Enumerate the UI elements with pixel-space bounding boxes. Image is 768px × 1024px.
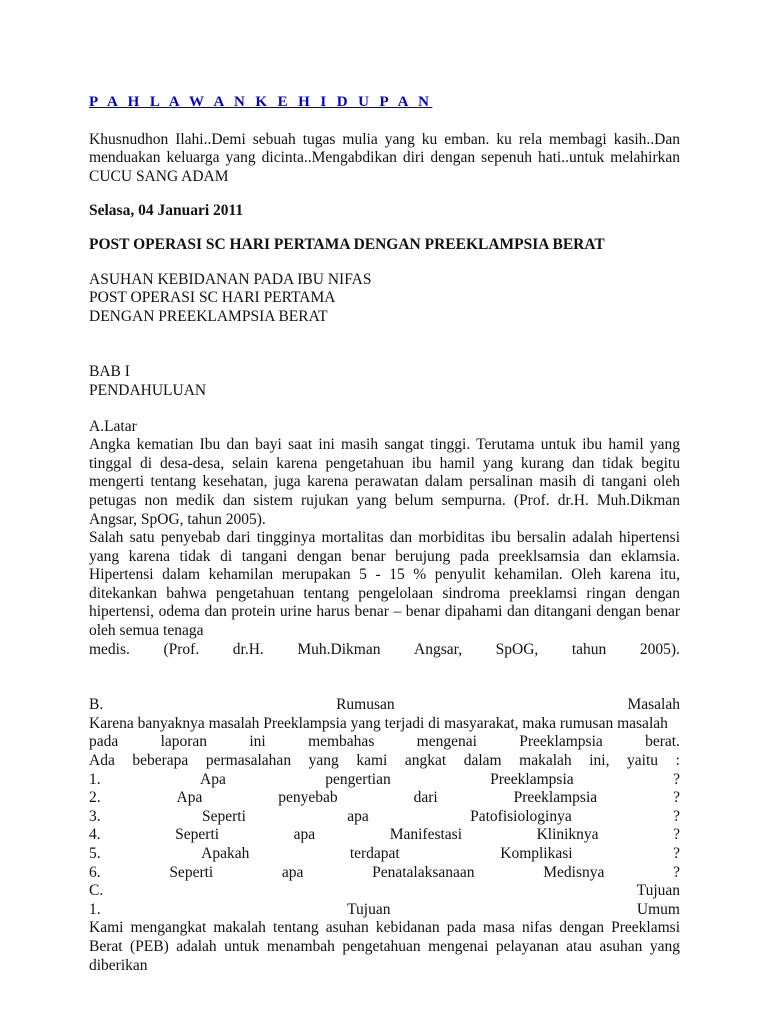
word: Muh.Dikman [297,640,381,658]
word: Penatalaksanaan [372,863,475,881]
word: dalam [463,752,502,770]
heading-line: POST OPERASI SC HARI PERTAMA [89,289,336,307]
word: Apa [176,789,203,807]
word: ? [673,789,680,807]
word: Rumusan [336,696,395,714]
word: ini [249,733,266,751]
word: apa [281,863,304,881]
word: pengertian [325,770,391,788]
word: Seperti [169,863,214,881]
paragraph: Kami mengangkat makalah tentang asuhan kebidanan pada masa nifas dengan Preeklamsi Berat (PEB) adalah untuk menambah pengetahuan mengenai pelayanan atau asuhan yang diberikan [89,919,680,974]
word: 1. [89,900,101,918]
word: 6. [89,863,101,881]
paragraph: Angka kematian Ibu dan bayi saat ini masih sangat tinggi. Terutama untuk ibu hamil yang tinggal di desa-desa, selain karena pengetahuan ibu hamil yang kurang dan tidak begitu mengerti tentang kesehatan, juga karena perawatan dalam persalinan masih di tangani oleh petugas non medik dan sistem rujukan yang belum sempurna. (Prof. dr.H. Muh.Dikman Angsar, SpOG, tahun 2005). [89,436,680,528]
section-heading [89,696,680,715]
word: terdapat [349,845,400,862]
list-item [89,864,680,883]
word: Preeklampsia [490,770,574,788]
word: B. [89,696,104,714]
list-item [89,826,680,845]
word: : [675,752,680,770]
word: SpOG, [495,640,539,658]
word: tahun [571,640,607,658]
word: Seperti [175,826,220,844]
section-heading [89,882,680,901]
list-item [89,845,680,864]
word: 1. [89,770,101,788]
word: angkat [404,752,447,770]
word: Kliniknya [536,826,599,844]
word: yaitu [627,752,659,770]
word: 5. [89,845,101,862]
chapter-number: BAB I [89,363,130,381]
heading-line: ASUHAN KEBIDANAN PADA IBU NIFAS [89,270,372,288]
word: ? [673,863,680,881]
word: medis. [89,640,130,658]
chapter-heading [89,363,680,400]
word: Patofisiologinya [470,807,572,825]
word: (Prof. [163,640,200,658]
blog-title-link[interactable]: P A H L A W A N K E H I D U P A N [89,94,433,110]
word: berat. [645,733,680,751]
word: Seperti [201,807,246,825]
word: penyebab [278,789,338,807]
word: ? [673,770,680,788]
word: dari [413,789,438,807]
word: Umum [636,900,680,918]
word: Preeklampsia [519,733,603,751]
word: mengenai [416,733,477,751]
section-tujuan [89,882,680,975]
word: Apakah [201,845,250,862]
word: Tujuan [636,882,680,900]
word: makalah [519,752,572,770]
word: Komplikasi [500,845,573,862]
word: Apa [200,770,226,788]
word: permasalahan [205,752,292,770]
blog-tagline: Khusnudhon Ilahi..Demi sebuah tugas mulia yang ku emban. ku rela membagi kasih..Dan menduakan keluarga yang dicinta..Mengabdikan diri dengan sepenuh hati..untuk melahirkan CUCU SANG ADAM [89,130,680,185]
section-heading: A.Latar [89,417,137,435]
word: apa [293,826,316,844]
heading-line: DENGAN PREEKLAMPSIA BERAT [89,307,328,325]
word: Masalah [627,696,680,714]
word: ini, [589,752,610,770]
word: Manifestasi [389,826,463,844]
word: 4. [89,826,101,844]
word: 2005). [639,640,680,658]
post-date: Selasa, 04 Januari 2011 [89,202,244,220]
word: ? [673,826,680,844]
section-rumusan-masalah [89,696,680,882]
justified-line [89,752,680,771]
word: beberapa [132,752,189,770]
word: ? [673,807,680,825]
word: membahas [308,733,375,751]
word: Tujuan [347,900,391,918]
word: ? [673,845,680,862]
subsection-heading [89,901,680,920]
list-item [89,808,680,827]
word: dr.H. [232,640,264,658]
document-heading [89,271,680,327]
word: C. [89,882,104,900]
chapter-title: PENDAHULUAN [89,381,207,399]
word: pada [89,733,119,751]
justified-line [89,733,680,752]
post-title: POST OPERASI SC HARI PERTAMA DENGAN PREEKLAMPSIA BERAT [89,235,605,253]
justified-line [89,641,680,660]
section-latar [89,418,680,660]
word: 3. [89,807,101,825]
word: Medisnya [543,863,605,881]
word: apa [347,807,369,825]
word: kami [356,752,388,770]
word: Ada [89,752,115,770]
paragraph: Salah satu penyebab dari tingginya mortalitas dan morbiditas ibu bersalin adalah hipertensi yang karena tidak di tangani dengan benar berujung pada preeklsamsia dan eklamsia. Hipertensi dalam kehamilan merupakan 5 - 15 % penyulit kehamilan. Oleh karena itu, ditekankan bahwa pengetahuan tentang pengelolaan sindroma preeklamsi ringan dengan hipertensi, odema dan protein urine harus benar – benar dipahami dan ditangani dengan benar oleh semua tenaga [89,529,680,640]
word: yang [308,752,339,770]
list-item [89,789,680,808]
list-item [89,771,680,790]
word: laporan [160,733,208,751]
word: Preeklampsia [513,789,598,807]
word: 2. [89,789,101,807]
paragraph-line: Karena banyaknya masalah Preeklampsia yang terjadi di masyarakat, maka rumusan masalah [89,714,668,732]
word: Angsar, [414,640,463,658]
